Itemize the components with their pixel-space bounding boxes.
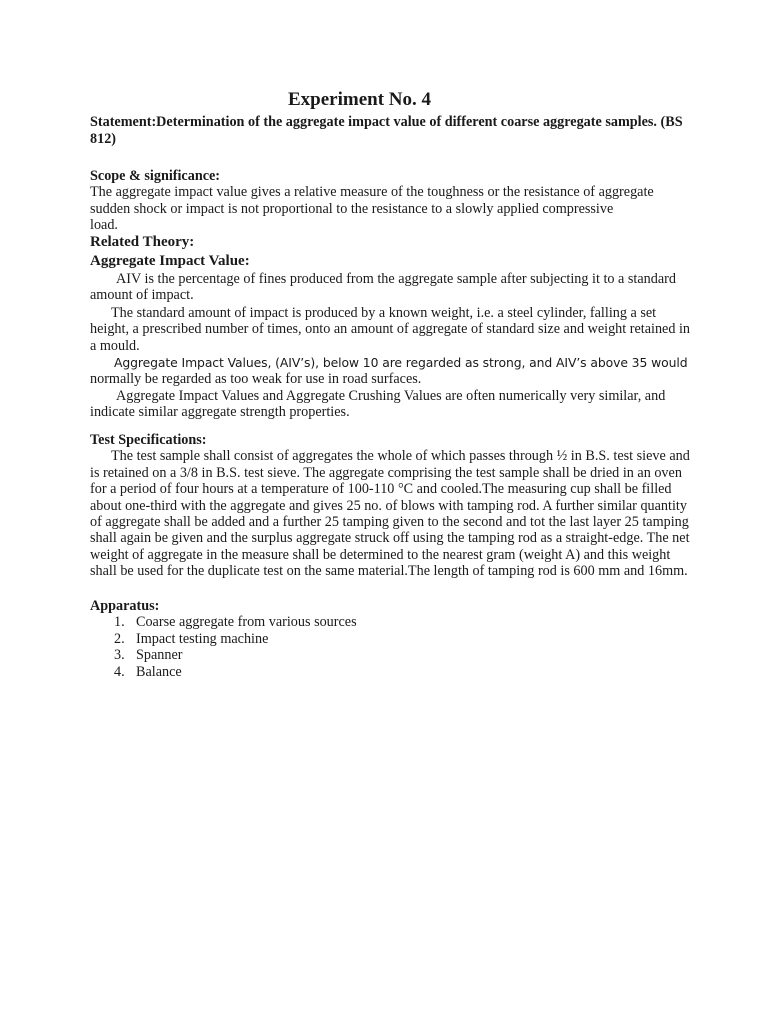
spec-line: weight of aggregate in the measure shall be determined to the nearest gram (weight A) and this weight [90,546,671,563]
list-item [90,664,690,680]
list-item [90,631,690,647]
test-specifications-heading: Test Specifications: [90,432,207,448]
spec-line: The test sample shall consist of aggregates the whole of which passes through ½ in B.S. test sieve and [111,448,690,465]
theory-paragraph: AIV is the percentage of fines produced from the aggregate sample after subjecting it to a standard amount of impact. [90,271,676,304]
statement: Statement:Determination of the aggregate impact value of different coarse aggregate samples. (BS 812) [90,114,683,147]
apparatus-heading: Apparatus: [90,598,160,614]
aiv-strength-text: Aggregate Impact Values, (AIV’s), below 10 are regarded as strong, and AIV’s above 35 would [114,355,688,371]
aiv-subheading: Aggregate Impact Value: [90,253,250,269]
scope-section [90,168,690,234]
test-specifications-section [90,432,690,580]
theory-paragraph [90,355,690,388]
apparatus-section [90,598,690,680]
aiv-strength-text-continued: normally be regarded as too weak for use in road surfaces. [90,371,422,388]
list-item-text: Coarse aggregate from various sources [136,614,357,631]
list-item-number: 3. [114,647,125,664]
scope-line: load. [90,217,118,234]
spec-line: for a period of four hours at a temperature of 100-110 °C and cooled.The measuring cup shall be filled [90,481,672,498]
spec-line: shall be used for the duplicate test on the same material.The length of tamping rod is 600 mm and 16mm. [90,563,688,580]
apparatus-list [90,614,690,680]
list-item-text: Balance [136,663,182,680]
related-theory-section [90,233,690,421]
theory-paragraph: Aggregate Impact Values and Aggregate Crushing Values are often numerically very similar, and indicate similar aggregate strength properties. [90,387,666,421]
scope-line: sudden shock or impact is not proportional to the resistance to a slowly applied compressive [90,200,614,217]
page-title: Experiment No. 4 [288,89,432,110]
list-item-text: Spanner [136,647,183,664]
list-item-number: 1. [114,614,125,631]
scope-line: The aggregate impact value gives a relative measure of the toughness or the resistance of aggregate [90,184,654,201]
spec-line: is retained on a 3/8 in B.S. test sieve. The aggregate comprising the test sample shall be dried in an oven [90,464,682,481]
related-theory-heading: Related Theory: [90,234,195,250]
theory-paragraph: The standard amount of impact is produced by a known weight, i.e. a steel cylinder, falling a set height, a prescribed number of times, onto an amount of aggregate of standard size and weight retained in a mould. [90,304,691,354]
spec-line: about one-third with the aggregate and gives 25 no. of blows with tamping rod. A further similar quantity [90,497,687,514]
list-item-number: 2. [114,630,125,647]
list-item-text: Impact testing machine [136,630,269,647]
scope-heading: Scope & significance: [90,168,221,184]
list-item [90,647,690,663]
list-item [90,614,690,630]
list-item-number: 4. [114,663,125,680]
spec-line: of aggregate shall be added and a further 25 tamping given to the second and tot the last layer 25 tamping [90,514,689,531]
spec-line: shall again be given and the surplus aggregate struck off using the tamping rod as a straight-edge. The net [90,530,690,547]
